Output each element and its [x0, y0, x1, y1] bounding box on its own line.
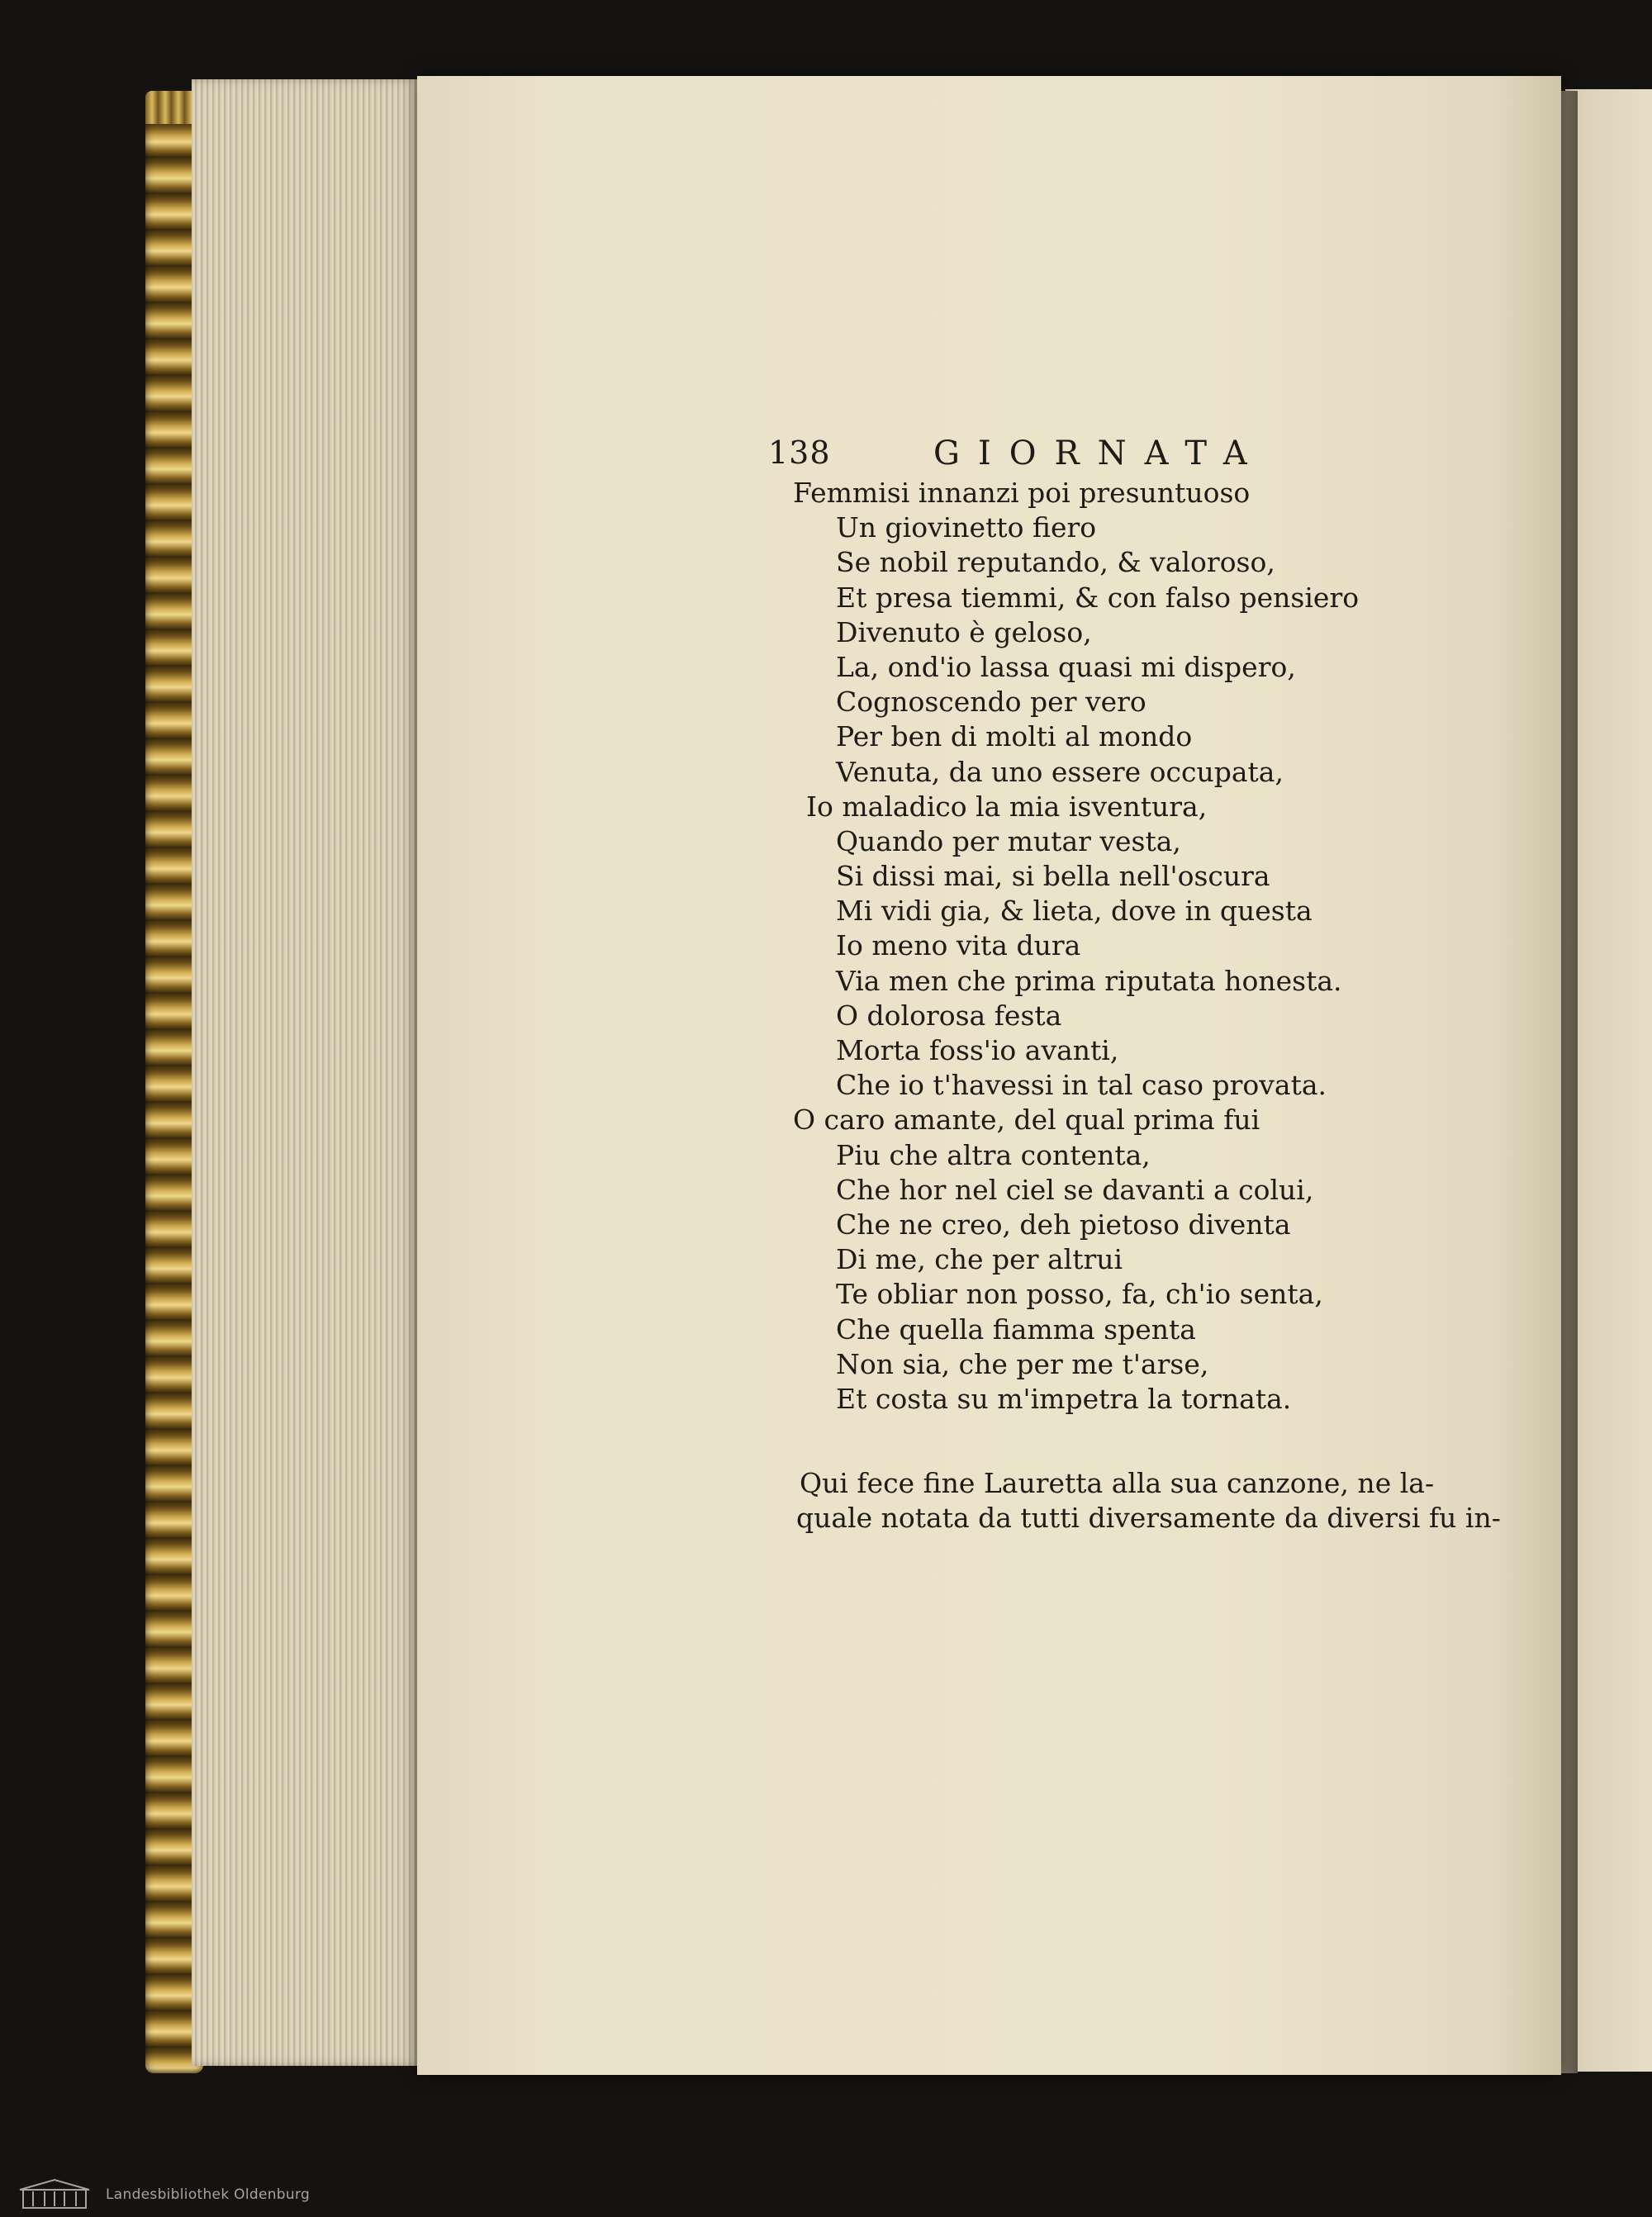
- poem-line: Femmisi innanzi poi presuntuoso: [793, 477, 1251, 509]
- poem-line: Piu che altra contenta,: [836, 1138, 1151, 1171]
- poem-line: Di me, che per altrui: [836, 1243, 1123, 1276]
- poem-line: Se nobil reputando, & valoroso,: [836, 546, 1275, 579]
- poem-line: Venuta, da uno essere occupata,: [836, 755, 1284, 788]
- footer-bar: [0, 2172, 1652, 2217]
- prose-line: quale notata da tutti diversamente da diversi fu in-: [796, 1502, 1501, 1534]
- poem-line: Che quella fiamma spenta: [836, 1313, 1196, 1346]
- page-number: 138: [768, 434, 831, 471]
- prose-line: Qui fece fine Lauretta alla sua canzone, ne la-: [800, 1467, 1435, 1499]
- library-building-icon: [17, 2178, 93, 2211]
- poem-line: Et costa su m'impetra la tornata.: [836, 1382, 1292, 1415]
- page-header: [768, 434, 1265, 476]
- poem-line: Un giovinetto fiero: [836, 511, 1097, 544]
- poem-line: Et presa tiemmi, & con falso pensiero: [836, 581, 1360, 614]
- poem-line: Cognoscendo per vero: [836, 686, 1146, 719]
- poem-line: Quando per mutar vesta,: [836, 824, 1181, 857]
- running-head: GIORNATA: [933, 434, 1265, 472]
- library-name: Landesbibliothek Oldenburg: [106, 2186, 311, 2203]
- poem-line: Mi vidi gia, & lieta, dove in questa: [836, 895, 1313, 928]
- facing-page: [1565, 89, 1652, 2072]
- poem-line: O caro amante, del qual prima fui: [793, 1104, 1260, 1137]
- poem-line: Morta foss'io avanti,: [836, 1034, 1119, 1066]
- poem-line: Non sia, che per me t'arse,: [836, 1347, 1209, 1380]
- poem-line: La, ond'io lassa quasi mi dispero,: [836, 650, 1296, 683]
- poem-line: Si dissi mai, si bella nell'oscura: [836, 860, 1270, 893]
- poem-line: Io meno vita dura: [836, 929, 1081, 962]
- poem-line: Che ne creo, deh pietoso diventa: [836, 1208, 1291, 1241]
- prose-paragraph: [796, 1466, 1501, 1536]
- poem-line: Io maladico la mia isventura,: [806, 790, 1208, 823]
- page-edges: [192, 79, 423, 2066]
- poem-line: Per ben di molti al mondo: [836, 720, 1193, 753]
- poem-line: O dolorosa festa: [836, 999, 1062, 1032]
- poem-line: Te obliar non posso, fa, ch'io senta,: [836, 1278, 1323, 1311]
- poem-line: Che hor nel ciel se davanti a colui,: [836, 1173, 1314, 1206]
- poem-line: Divenuto è geloso,: [836, 615, 1092, 648]
- poem-line: Via men che prima riputata honesta.: [836, 964, 1342, 997]
- poem: [793, 476, 1421, 1417]
- poem-line: Che io t'havessi in tal caso provata.: [836, 1069, 1327, 1102]
